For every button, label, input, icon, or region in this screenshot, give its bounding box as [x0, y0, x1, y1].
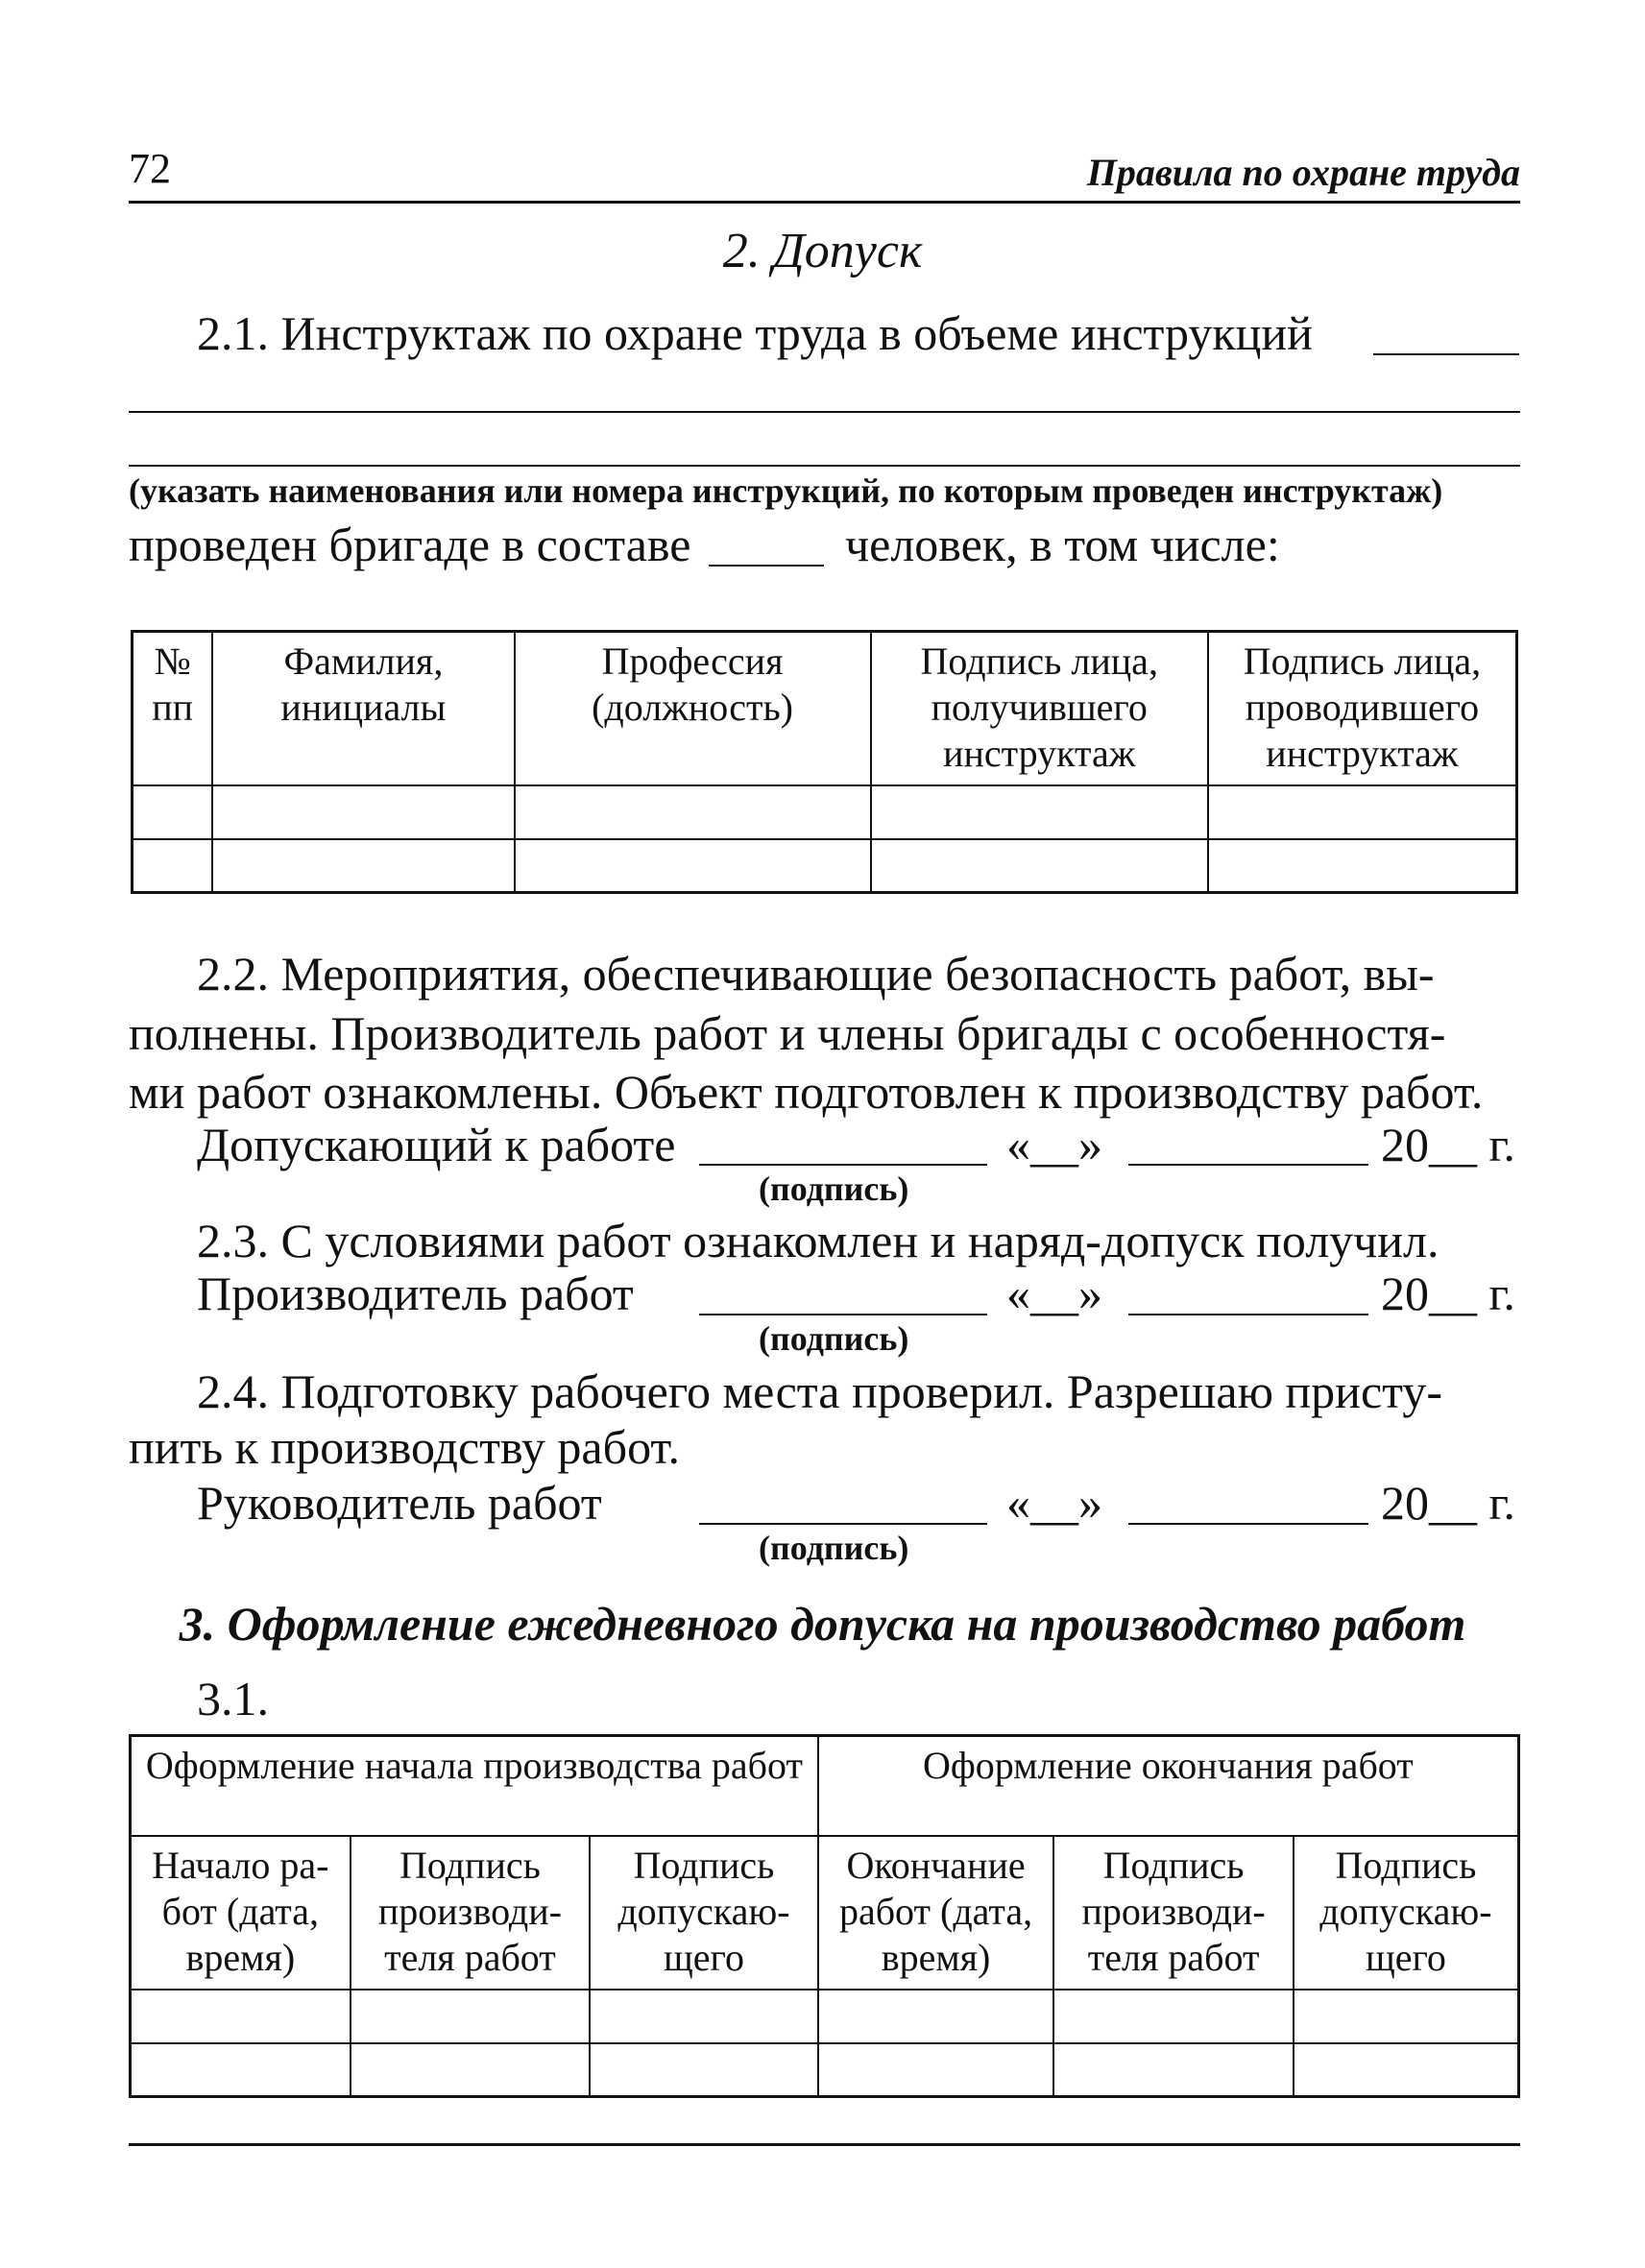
table-header: Подпись допускаю-щего: [1294, 1836, 1519, 1990]
table-cell: [1208, 785, 1517, 839]
work-manager-label: Руководитель работ: [197, 1476, 602, 1530]
page-number: 72: [129, 145, 171, 192]
table-header: Подпись допускаю-щего: [590, 1836, 818, 1990]
table-cell: [212, 785, 514, 839]
table-cell: [212, 839, 514, 893]
month-line: [1128, 1314, 1368, 1315]
table-row: [131, 2043, 1519, 2097]
section-2-title: 2. Допуск: [722, 224, 923, 278]
date-quotes: «__»: [1006, 1267, 1102, 1320]
paragraph-2-3: 2.3. С условиями работ ознакомлен и наряд-допуск получил.: [197, 1214, 1439, 1267]
month-line: [1128, 1523, 1368, 1525]
table-cell: [351, 2043, 591, 2097]
paragraph-2-1-continued-b: человек, в том числе:: [845, 518, 1280, 571]
daily-admission-table: [129, 1734, 1520, 2098]
signature-caption: (подпись): [759, 1170, 909, 1208]
group-header-end: Оформление окончания работ: [818, 1736, 1519, 1836]
table-row: [133, 785, 1517, 839]
header-rule: [129, 201, 1520, 204]
table-header: Профессия (должность): [515, 632, 871, 785]
signature-line: [699, 1523, 987, 1525]
footer-rule: [129, 2143, 1520, 2146]
table-cell: [1208, 839, 1517, 893]
section-3-title: 3. Оформление ежедневного допуска на производство работ: [179, 1597, 1466, 1651]
paragraph-2-4-line-2: пить к производству работ.: [129, 1420, 680, 1474]
year-label: 20__ г.: [1381, 1476, 1515, 1530]
table-row: [131, 1990, 1519, 2043]
paragraph-2-1: 2.1. Инструктаж по охране труда в объеме инструкций: [197, 306, 1313, 360]
table-header: Окончание работ (дата, время): [818, 1836, 1054, 1990]
table-header: Подпись лица, проводившего инструктаж: [1208, 632, 1517, 785]
table-row: [133, 839, 1517, 893]
fill-line: [129, 465, 1520, 467]
paragraph-2-2-line-1: 2.2. Мероприятия, обеспечивающие безопасность работ, вы-: [197, 947, 1435, 1001]
instruction-hint-caption: (указать наименования или номера инструкций, по которым проведен инструктаж): [129, 471, 1443, 510]
table-header: Подпись производи-теля работ: [351, 1836, 591, 1990]
signature-line: [699, 1164, 987, 1166]
date-quotes: «__»: [1006, 1118, 1102, 1171]
fill-line: [129, 411, 1520, 413]
table-cell: [515, 839, 871, 893]
table-cell: [1053, 1990, 1294, 2043]
table-cell: [818, 2043, 1054, 2097]
table-header: Подпись производи-теля работ: [1053, 1836, 1294, 1990]
table-header: № пп: [133, 632, 213, 785]
table-cell: [1053, 2043, 1294, 2097]
paragraph-2-2-line-3: ми работ ознакомлены. Объект подготовлен к производству работ.: [129, 1065, 1484, 1119]
table-cell: [590, 2043, 818, 2097]
signature-line: [699, 1314, 987, 1315]
table-cell: [351, 1990, 591, 2043]
table-cell: [1294, 1990, 1519, 2043]
table-cell: [131, 1990, 351, 2043]
table-cell: [133, 785, 213, 839]
group-header-start: Оформление начала производства работ: [131, 1736, 818, 1836]
year-label: 20__ г.: [1381, 1267, 1515, 1320]
paragraph-2-4-line-1: 2.4. Подготовку рабочего места проверил. Разрешаю присту-: [197, 1364, 1442, 1418]
table-header: Начало ра-бот (дата, время): [131, 1836, 351, 1990]
paragraph-2-2-line-2: полнены. Производитель работ и члены бригады с особенностя-: [129, 1006, 1446, 1060]
work-producer-label: Производитель работ: [197, 1267, 634, 1320]
signature-caption: (подпись): [759, 1319, 909, 1358]
month-line: [1128, 1164, 1368, 1166]
year-label: 20__ г.: [1381, 1118, 1515, 1171]
date-quotes: «__»: [1006, 1476, 1102, 1530]
paragraph-2-1-continued-a: проведен бригаде в составе: [129, 518, 691, 571]
paragraph-3-1-label: 3.1.: [197, 1672, 269, 1725]
table-header: Подпись лица, получившего инструктаж: [871, 632, 1208, 785]
table-cell: [871, 785, 1208, 839]
table-cell: [131, 2043, 351, 2097]
briefing-table: [131, 630, 1518, 894]
table-cell: [133, 839, 213, 893]
fill-line: [709, 565, 824, 567]
fill-line: [1373, 353, 1519, 355]
table-cell: [871, 839, 1208, 893]
table-cell: [515, 785, 871, 839]
signature-caption: (подпись): [759, 1529, 909, 1567]
admitting-person-label: Допускающий к работе: [197, 1118, 676, 1171]
running-title: Правила по охране труда: [1086, 151, 1520, 194]
table-cell: [1294, 2043, 1519, 2097]
table-cell: [590, 1990, 818, 2043]
table-cell: [818, 1990, 1054, 2043]
table-header: Фамилия, инициалы: [212, 632, 514, 785]
